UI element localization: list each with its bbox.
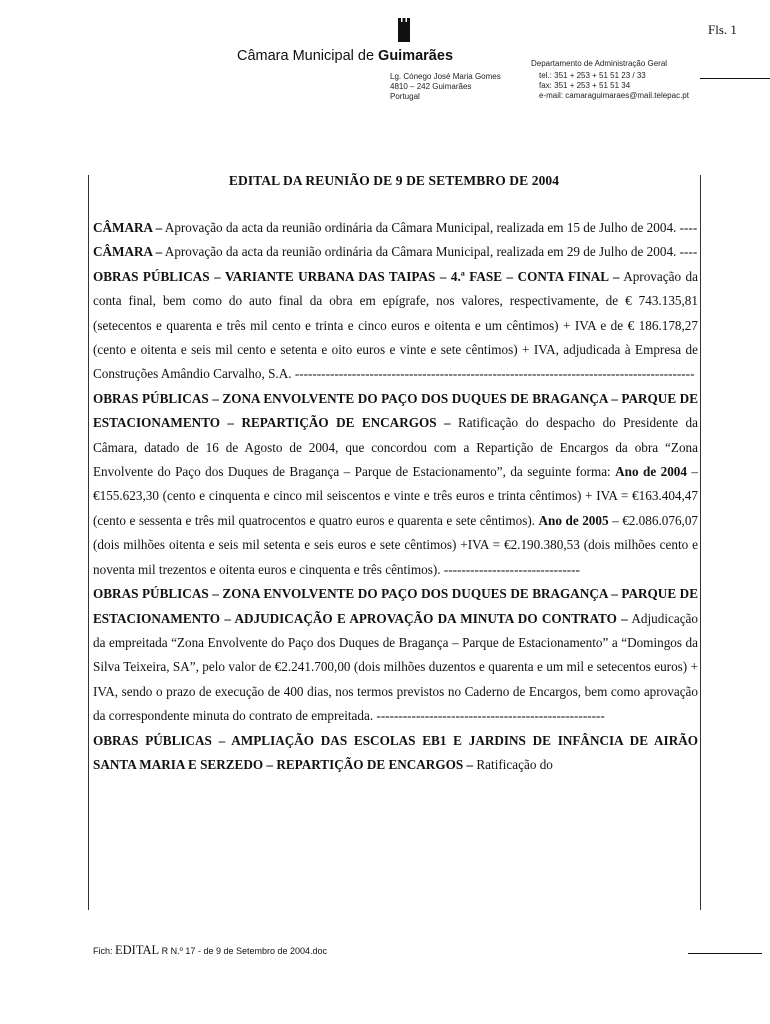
brand-name: Guimarães <box>378 48 454 64</box>
dash-filler: ---- <box>679 220 698 235</box>
left-margin-line <box>88 175 89 910</box>
footer-file-rest: R N.º 17 - de 9 de Setembro de 2004.doc <box>159 946 328 956</box>
agenda-item <box>93 216 698 240</box>
page-number: Fls. 1 <box>708 22 737 37</box>
document-body <box>93 216 698 777</box>
contact-line: e-mail: camaraguimaraes@mail.telepac.pt <box>539 91 689 100</box>
item-text: Ratificação do despacho do Presidente da Câmara, datado de 16 de Agosto de 2004, que concordou com a Repartição de Encargos da obra “Zona Envolvente do Paço dos Duques de Bragança – Parque de Estacionamento”, da seguinte forma: <box>93 415 698 480</box>
footer-rule <box>688 953 762 954</box>
item-heading: OBRAS PÚBLICAS – ZONA ENVOLVENTE DO PAÇO DOS DUQUES DE BRAGANÇA – PARQUE DE ESTACIONAMENTO – ADJUDICAÇÃO E APROVAÇÃO DA MINUTA DO CONTRATO – <box>93 586 698 626</box>
item-heading: CÂMARA – <box>93 244 163 260</box>
document-title: EDITAL DA REUNIÃO DE 9 DE SETEMBRO DE 2004 <box>228 173 560 188</box>
agenda-item <box>93 265 698 387</box>
item-text: Aprovação da conta final, bem como do auto final da obra em epígrafe, nos valores, respectivamente, de € 743.135,81 (setecentos e quarenta e três mil cento e trinta e cinco euros e oitenta e um cêntimos) + IVA e de € 186.178,27 (cento e oitenta e seis mil cento e setenta e oito euros e vinte e sete cêntimos) + IVA, adjudicada à Empresa de Construções Amândio Carvalho, S.A. <box>93 268 698 382</box>
item-heading: OBRAS PÚBLICAS – AMPLIAÇÃO DAS ESCOLAS EB1 E JARDINS DE INFÂNCIA DE AIRÃO SANTA MARIA E SERZEDO – REPARTIÇÃO DE ENCARGOS – <box>93 732 698 772</box>
contact-line: tel.: 351 + 253 + 51 51 23 / 33 <box>539 71 646 80</box>
address-line: Portugal <box>390 92 420 101</box>
contact-info <box>539 71 689 101</box>
brand-prefix: Câmara Municipal de <box>237 48 379 64</box>
item-text: Aprovação da acta da reunião ordinária da Câmara Municipal, realizada em 15 de Julho de 2004. <box>162 220 680 235</box>
item-heading: CÂMARA – <box>93 220 163 235</box>
agenda-item <box>93 582 698 728</box>
file-footer <box>93 943 327 958</box>
department-name: Departamento de Administração Geral <box>531 59 668 68</box>
year-label: Ano de 2005 <box>538 512 609 528</box>
agenda-item <box>93 387 698 582</box>
footer-prefix: Fich: <box>93 946 116 956</box>
item-text: – €2.086.076,07 (dois milhões oitenta e seis mil setenta e seis euros e sete cêntimos) +IVA = €2.190.380,53 (dois milhões cento e noventa mil trezentos e oitenta euros e cinquenta e três cêntimos). <box>93 512 699 577</box>
item-heading: OBRAS PÚBLICAS – VARIANTE URBANA DAS TAIPAS – 4.ª FASE – CONTA FINAL – <box>93 268 620 284</box>
dash-filler: ------------------------------- <box>443 561 580 577</box>
dash-filler: ------------------------------------------------------------------------------------------- <box>294 366 695 382</box>
item-text: Ratificação do <box>473 756 553 772</box>
header-rule <box>700 78 770 79</box>
right-margin-line <box>700 175 701 910</box>
agenda-item <box>93 240 698 264</box>
footer-file-name: EDITAL <box>115 943 160 957</box>
castle-logo-icon <box>396 18 412 42</box>
item-heading: OBRAS PÚBLICAS – ZONA ENVOLVENTE DO PAÇO DOS DUQUES DE BRAGANÇA – PARQUE DE ESTACIONAMENTO – REPARTIÇÃO DE ENCARGOS – <box>93 390 698 431</box>
postal-address <box>390 72 501 102</box>
municipality-brand <box>237 48 453 64</box>
item-text: Adjudicação da empreitada “Zona Envolvente do Paço dos Duques de Bragança – Parque de Estacionamento” a “Domingos da Silva Teixeira, SA”, pelo valor de €2.241.700,00 (dois milhões duzentos e quarenta e um mil e setecentos euros) + IVA, sendo o prazo de execução de 400 dias, nos termos previstos no Caderno de Encargos, bem como aprovação da correspondente minuta do contrato de empreitada. <box>93 610 698 724</box>
item-text: – €155.623,30 (cento e cinquenta e cinco mil seiscentos e vinte e três euros e trinta cêntimos) + IVA = €163.404,47 (cento e sessenta e três mil quatrocentos e quatro euros e quarenta e sete cêntimos). <box>93 464 699 528</box>
agenda-item <box>93 729 698 778</box>
address-line: 4810 – 242 Guimarães <box>390 82 472 91</box>
dash-filler: ---------------------------------------------------- <box>376 708 605 724</box>
dash-filler: ---- <box>679 244 698 260</box>
contact-line: fax: 351 + 253 + 51 51 34 <box>539 81 631 90</box>
item-text: Aprovação da acta da reunião ordinária da Câmara Municipal, realizada em 29 de Julho de 2004. <box>162 244 680 260</box>
address-line: Lg. Cónego José Maria Gomes <box>390 72 501 81</box>
year-label: Ano de 2004 <box>615 464 687 480</box>
